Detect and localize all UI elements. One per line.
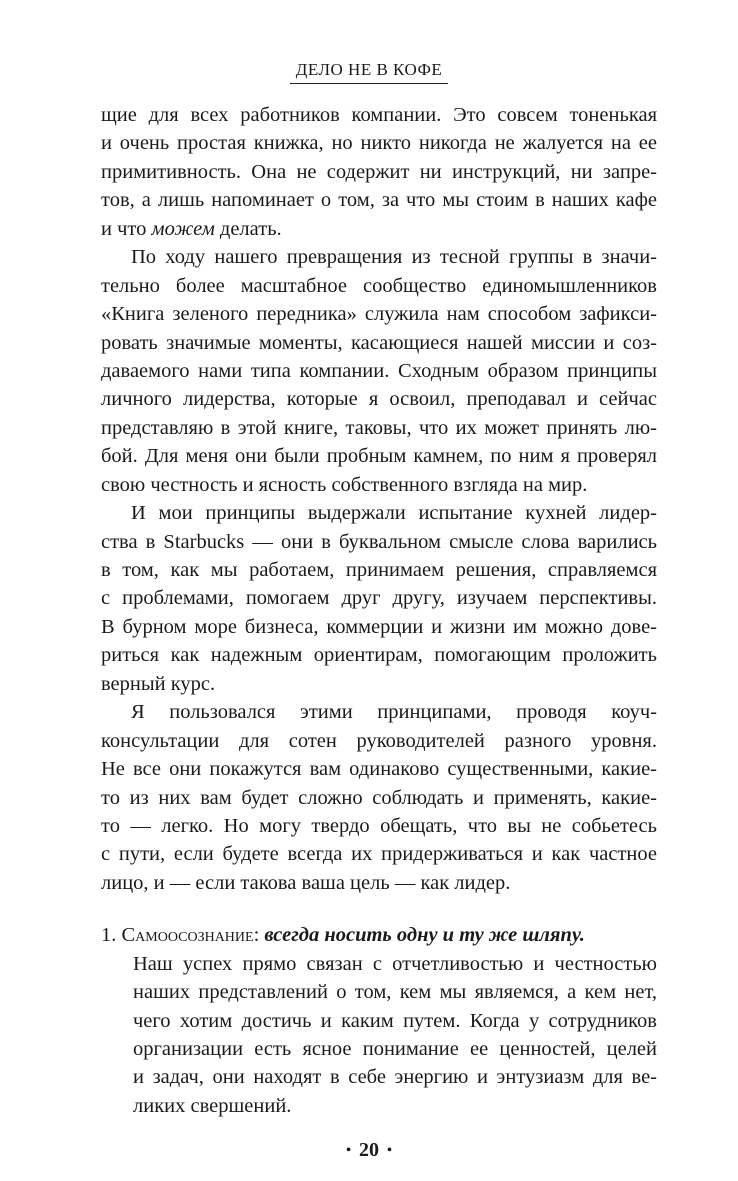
text-line: примитивность. Она не содержит ни инструкций, ни запре- [101,160,657,183]
text-line: щие для всех работников компании. Это совсем тоненькая [101,104,657,126]
text-line: Я пользовался этими принципами, проводя коуч- [131,701,657,724]
paragraph-2 [101,243,657,499]
bullet-left-icon: • [346,1143,351,1158]
text-line: наших представлений о том, кем мы являемся, а кем нет, [133,981,657,1004]
bullet-right-icon: • [387,1143,392,1158]
text-fragment: делать. [214,217,282,240]
principle-title: Самоосознание [121,924,254,947]
principle-separator: : [253,924,265,947]
text-line: Не все они покажутся вам одинаково существенными, какие- [101,758,657,781]
page-number [0,1139,738,1162]
paragraph-4 [101,698,657,897]
text-line: с пути, если будете всегда их придерживаться и как частное [101,843,657,866]
running-head [0,60,738,84]
text-line: бой. Для меня они были пробным камнем, по ним я проверял [101,445,657,468]
text-line: верный курс. [101,672,216,695]
text-line: свою честность и ясность собственного взгляда на мир. [101,473,588,496]
text-line: По ходу нашего превращения из тесной группы в значи- [131,246,657,269]
principle-heading [101,921,657,949]
text-line: то из них вам будет сложно соблюдать и применять, какие- [101,786,657,809]
paragraph-3 [101,499,657,698]
text-line: личного лидерства, которые я освоил, преподавал и сейчас [101,388,657,411]
text-line: ства в Starbucks — они в буквальном смысле слова варились [101,530,657,553]
text-line: в том, как мы работаем, принимаем решения, справляемся [101,559,657,581]
text-line: риться как надежным ориентирам, помогающим проложить [101,644,657,667]
text-line: даваемого нами типа компании. Сходным образом принципы [101,359,657,382]
text-line: ровать значимые моменты, касающиеся нашей миссии и соз- [101,331,657,354]
running-head-title: ДЕЛО НЕ В КОФЕ [290,60,449,84]
principle-motto: всегда носить одну и ту же шляпу. [264,924,585,947]
text-line: и очень простая книжка, но никто никогда не жалуется на ее [101,132,657,155]
text-line: ликих свершений. [133,1094,292,1117]
paragraph-1 [101,101,657,243]
text-line: то — легко. Но могу твердо обещать, что вы не собьетесь [101,814,657,837]
text-line: лицо, и — если такова ваша цель — как лидер. [101,871,511,894]
text-fragment: и что [101,217,152,240]
text-line: с проблемами, помогаем друг другу, изучаем перспективы. [101,587,657,610]
page-number-value: 20 [359,1139,379,1161]
principle-number: 1. [101,924,122,947]
text-line: В бурном море бизнеса, коммерции и жизни им можно дове- [101,615,657,638]
body-text [101,101,657,1120]
text-line: тельно более масштабное сообщество единомышленников [101,274,657,297]
principle-item [101,921,657,1120]
text-line: и задач, они находят в себе энергию и энтузиазм для ве- [133,1066,657,1089]
section-gap [101,897,657,921]
text-line: Наш успех прямо связан с отчетливостью и честностью [133,952,657,975]
principle-body [133,950,657,1121]
text-line: организации есть ясное понимание ее ценностей, целей [133,1038,657,1060]
text-line: представляю в этой книге, таковы, что их может принять лю- [101,416,657,439]
text-line [101,215,657,243]
text-line: И мои принципы выдержали испытание кухней лидер- [131,502,657,525]
text-line: чего хотим достичь и каким путем. Когда у сотрудников [133,1009,657,1032]
emphasis-text: можем [151,217,215,240]
text-line: консультации для сотен руководителей разного уровня. [101,729,657,752]
text-line: «Книга зеленого передника» служила нам способом зафикси- [101,303,657,326]
text-line: тов, а лишь напоминает о том, за что мы стоим в наших кафе [101,189,657,212]
